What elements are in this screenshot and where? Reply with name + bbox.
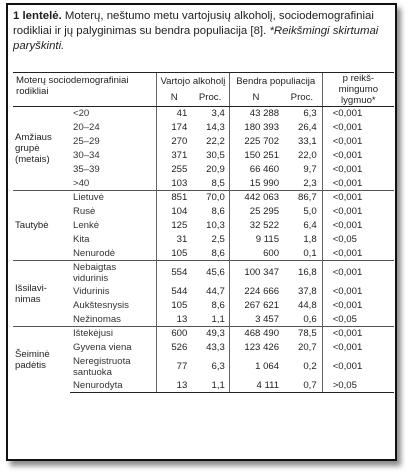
row-category: Neregistruota santuoka (72, 355, 131, 378)
row-category: 25–29 (72, 136, 100, 147)
row-population-n: 600 (229, 247, 282, 261)
row-p-value: <0,001 (322, 149, 394, 163)
header-proc-2: Proc. (282, 90, 322, 107)
row-population-percent: 0,1 (303, 247, 317, 259)
group-label: Šeiminė padėtis (13, 327, 70, 393)
row-n: 41 (157, 107, 192, 121)
row-percent: 3,4 (191, 107, 229, 121)
table-label: 1 lentelė. (13, 10, 62, 22)
header-n-2: N (229, 90, 282, 107)
row-n: 526 (157, 341, 192, 355)
row-population-n: 1 064 (229, 355, 282, 379)
row-p-value: <0,001 (322, 355, 394, 379)
table-row (13, 149, 394, 163)
table-row (13, 191, 394, 205)
row-population-n: 225 702 (229, 135, 282, 149)
row-population-n: 4 111 (229, 379, 282, 393)
row-n: 13 (157, 313, 192, 327)
row-category: Vidurinis (72, 286, 110, 297)
row-category: 35–39 (72, 164, 100, 175)
row-n: 851 (157, 191, 192, 205)
table-body (13, 107, 394, 393)
row-percent: 2,5 (211, 234, 225, 245)
row-category: 20–24 (72, 122, 100, 133)
group-label: Išsilavi-nimas (13, 261, 70, 327)
row-population-n: 123 426 (229, 341, 282, 355)
row-n: 31 (157, 233, 192, 247)
row-percent: 10,3 (206, 220, 225, 231)
row-population-percent: 22,0 (298, 150, 317, 161)
row-p-value: >0,05 (322, 379, 394, 393)
table-row (13, 107, 394, 121)
row-n: 174 (157, 121, 192, 135)
row-percent: 1,1 (211, 313, 225, 325)
row-population-percent: 6,3 (282, 107, 322, 121)
row-percent: 6,3 (211, 361, 225, 372)
row-n: 544 (157, 285, 192, 299)
table-row (13, 299, 394, 313)
row-n: 13 (157, 379, 192, 393)
row-p-value: <0,001 (322, 261, 394, 285)
row-p-value: <0,001 (322, 299, 394, 313)
row-n: 77 (157, 355, 192, 379)
row-category: <20 (70, 107, 157, 121)
row-category: Nebaigtas vidurinis (70, 261, 157, 285)
row-p-value: <0,001 (322, 205, 394, 219)
row-p-value: <0,001 (322, 177, 394, 191)
row-population-n: 100 347 (229, 261, 282, 285)
row-p-value: <0,001 (322, 121, 394, 135)
row-percent: 30,5 (206, 150, 225, 161)
row-category: Lenkė (72, 220, 100, 231)
row-population-percent: 33,1 (298, 136, 317, 147)
header-indicators: Moterų sociodemografiniai rodikliai (13, 73, 157, 107)
caption-note: *Reikšmingi skirtumai paryškinti. (13, 25, 379, 52)
row-population-percent: 6,4 (303, 220, 317, 231)
sociodemographic-table (13, 72, 394, 393)
row-population-n: 15 990 (229, 177, 282, 191)
row-population-n: 468 490 (229, 327, 282, 341)
row-category: Lietuvė (70, 191, 157, 205)
row-population-percent: 0,7 (282, 379, 322, 393)
row-percent: 8,6 (211, 300, 225, 311)
row-population-percent: 1,8 (303, 234, 317, 245)
row-population-percent: 86,7 (282, 191, 322, 205)
row-population-percent: 2,3 (303, 177, 317, 189)
row-population-n: 66 460 (229, 163, 282, 177)
document-frame (6, 3, 397, 461)
row-percent: 49,3 (191, 327, 229, 341)
row-p-value: <0,001 (322, 219, 394, 233)
header-consumed-alcohol: Vartojo alkoholį (157, 73, 230, 90)
header-proc-1: Proc. (191, 90, 229, 107)
row-population-percent: 37,8 (298, 286, 317, 297)
row-category: Rusė (72, 206, 96, 217)
row-percent: 44,7 (206, 286, 225, 297)
table-row (13, 163, 394, 177)
table-row (13, 341, 394, 355)
row-n: 105 (157, 247, 192, 261)
row-population-n: 25 295 (229, 205, 282, 219)
row-p-value: <0,001 (322, 341, 394, 355)
table-row (13, 177, 394, 191)
row-category: Aukštesnysis (72, 300, 129, 311)
row-population-percent: 0,2 (303, 361, 317, 372)
row-population-percent: 16,8 (282, 261, 322, 285)
row-p-value: <0,05 (322, 313, 394, 327)
row-percent: 70,0 (191, 191, 229, 205)
row-population-n: 224 666 (229, 285, 282, 299)
row-percent: 14,3 (206, 122, 225, 133)
table-row (13, 205, 394, 219)
row-population-n: 43 288 (229, 107, 282, 121)
row-category: Nežinomas (72, 313, 121, 325)
table-row (13, 121, 394, 135)
row-population-n: 150 251 (229, 149, 282, 163)
group-label: Tautybė (13, 191, 70, 261)
row-population-n: 180 393 (229, 121, 282, 135)
table-row (13, 285, 394, 299)
row-population-percent: 20,7 (298, 342, 317, 353)
row-n: 105 (157, 299, 192, 313)
row-population-n: 9 115 (229, 233, 282, 247)
header-n-1: N (157, 90, 192, 107)
row-p-value: <0,001 (322, 107, 394, 121)
caption-text: Moterų, neštumo metu vartojusių alkoholį, sociodemografiniai rodikliai ir jų palyginimas su bendra populiacija [8]. (13, 10, 374, 37)
row-population-percent: 9,7 (303, 164, 317, 175)
table-row (13, 261, 394, 285)
row-category: Kita (72, 234, 90, 245)
table-row (13, 233, 394, 247)
row-category: >40 (72, 177, 90, 189)
header-p-value: p reikš-mingumo lygmuo* (322, 73, 394, 107)
row-p-value: <0,05 (322, 233, 394, 247)
table-caption (13, 9, 393, 54)
row-p-value: <0,001 (322, 247, 394, 261)
row-percent: 45,6 (191, 261, 229, 285)
table-row (13, 355, 394, 379)
row-population-percent: 0,6 (303, 313, 317, 325)
row-population-percent: 78,5 (282, 327, 322, 341)
row-p-value: <0,001 (322, 135, 394, 149)
row-n: 104 (157, 205, 192, 219)
row-percent: 43,3 (206, 342, 225, 353)
row-category: 30–34 (72, 150, 100, 161)
group-label: Amžiaus grupė (metais) (13, 107, 70, 191)
row-n: 103 (157, 177, 192, 191)
row-percent: 1,1 (191, 379, 229, 393)
row-population-percent: 26,4 (298, 122, 317, 133)
row-category: Gyvena viena (72, 342, 132, 353)
row-p-value: <0,001 (322, 163, 394, 177)
table-row (13, 327, 394, 341)
row-percent: 8,6 (211, 206, 225, 217)
table-row (13, 219, 394, 233)
row-n: 125 (157, 219, 192, 233)
row-n: 270 (157, 135, 192, 149)
table-row (13, 247, 394, 261)
row-population-percent: 44,8 (298, 300, 317, 311)
row-population-n: 3 457 (229, 313, 282, 327)
row-percent: 8,6 (211, 247, 225, 259)
row-n: 371 (157, 149, 192, 163)
row-category: Ištekėjusi (70, 327, 157, 341)
row-population-percent: 5,0 (303, 206, 317, 217)
row-percent: 8,5 (211, 177, 225, 189)
table-row (13, 135, 394, 149)
row-n: 554 (157, 261, 192, 285)
row-population-n: 267 621 (229, 299, 282, 313)
row-population-n: 442 063 (229, 191, 282, 205)
row-p-value: <0,001 (322, 327, 394, 341)
row-n: 255 (157, 163, 192, 177)
table-row (13, 379, 394, 393)
row-category: Nenurodė (72, 247, 116, 259)
header-general-population: Bendra populiacija (229, 73, 322, 90)
row-population-n: 32 522 (229, 219, 282, 233)
row-percent: 22,2 (206, 136, 225, 147)
row-p-value: <0,001 (322, 191, 394, 205)
row-p-value: <0,001 (322, 285, 394, 299)
table-row (13, 313, 394, 327)
row-n: 600 (157, 327, 192, 341)
row-percent: 20,9 (206, 164, 225, 175)
row-category: Nenurodyta (70, 379, 157, 393)
